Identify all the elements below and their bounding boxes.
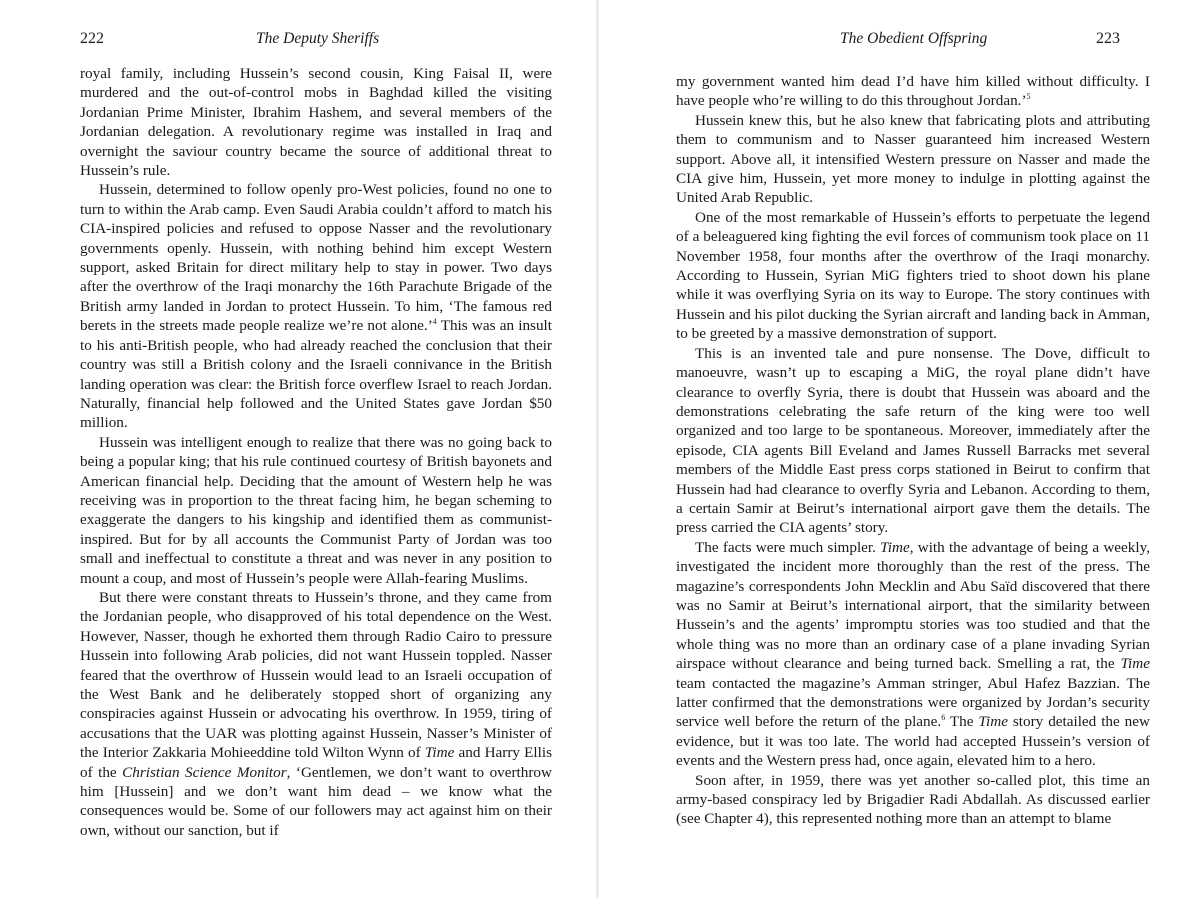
footnote-marker: 6 bbox=[941, 713, 946, 723]
text-run: my government wanted him dead I’d have him killed without difficulty. I have people who’re willing to do this throughout Jordan.’ bbox=[676, 73, 1150, 110]
text-run: One of the most remarkable of Hussein’s efforts to perpetuate the legend of a beleaguered king fighting the evil forces of communism took place on 11 November 1958, four months after the overthrow of the Iraqi monarchy. According to Hussein, Syrian MiG fighters tried to shoot down his plane while it was overflying Syria on its way to Europe. The story continues with Hussein and his pilot ducking the Syrian aircraft and landing back in Amman, to be greeted by a massive demonstration of support. bbox=[676, 208, 1150, 343]
right-page bbox=[598, 0, 1195, 898]
italic-title: Christian Science Monitor bbox=[122, 763, 287, 781]
body-paragraph bbox=[80, 588, 552, 840]
right-page-header bbox=[634, 30, 1120, 52]
italic-title: Time bbox=[1120, 655, 1150, 673]
text-run: Hussein knew this, but he also knew that fabricating plots and attributing them to communism and to Nasser guaranteed him increased Western support. Above all, it intensified Western pressure on Nasser and made the CIA give him, Hussein, yet more money to indulge in plotting against the United Arab Republic. bbox=[676, 111, 1150, 207]
text-run: This was an insult to his anti-British people, who had already reached the conclusion that their country was still a British colony and the Israeli connivance in the British landing operation was clear: the British force overflew Israel to reach Jordan. Naturally, financial help followed and the United States gave Jordan $50 million. bbox=[80, 317, 552, 432]
text-run: team contacted the magazine’s Amman stringer, Abul Hafez Bazzian. The latter confirmed that the demonstrations were organized by Jordan’s security service well before the return of the plane. bbox=[676, 674, 1150, 731]
left-page-number: 222 bbox=[80, 30, 104, 47]
text-run: Soon after, in 1959, there was yet another so-called plot, this time an army-based conspiracy led by Brigadier Radi Abdallah. As discussed earlier (see Chapter 4), this represented nothing more than an attempt to blame bbox=[676, 771, 1150, 828]
left-page-header bbox=[80, 30, 552, 52]
left-page bbox=[0, 0, 597, 898]
text-run: , ‘Gentlemen, we don’t want to overthrow him [Hussein] and we don’t want him dead – we know what the consequences would be. Some of our followers may act against him on their own, without our sanction, but if bbox=[80, 763, 552, 839]
body-paragraph bbox=[80, 64, 552, 180]
body-paragraph bbox=[80, 180, 552, 432]
right-page-number: 223 bbox=[1096, 30, 1120, 47]
body-paragraph bbox=[676, 72, 1150, 111]
left-running-title: The Deputy Sheriffs bbox=[256, 30, 380, 47]
text-run: story detailed the new evidence, but it was too late. The world had accepted Hussein’s version of events and the Western press had, once again, elevated him to a hero. bbox=[676, 713, 1150, 770]
text-run: Hussein, determined to follow openly pro-West policies, found no one to turn to within the Arab camp. Even Saudi Arabia couldn’t afford to match his CIA-inspired policies and refused to oppose Nasser and the revolutionary governments openly. Hussein, with nothing behind him except Western support, asked Britain for direct military help to stay in power. Two days after the overthrow of the Iraqi monarchy the 16th Parachute Brigade of the British army landed in Jordan to protect Hussein. To him, ‘The famous red berets in the streets made people realize we’re not alone.’ bbox=[80, 181, 552, 335]
text-run: But there were constant threats to Hussein’s throne, and they came from the Jordanian people, who disapproved of his total dependence on the West. However, Nasser, though he exhorted them through Radio Cairo to pressure Hussein into following Arab policies, did not want Hussein toppled. Nasser feared that the overthrow of Hussein would lead to an Israeli occupation of the West Bank and he deliberately stopped short of organizing any conspiracies against Hussein or advocating his overthrow. In 1959, tiring of accusations that the UAR was plotting against Hussein, Nasser’s Minister of the Interior Zakkaria Mohieeddine told Wilton Wynn of bbox=[80, 588, 552, 762]
body-paragraph bbox=[676, 771, 1150, 829]
footnote-marker: 5 bbox=[1026, 92, 1031, 102]
italic-title: Time bbox=[424, 744, 455, 762]
italic-title: Time bbox=[880, 538, 910, 556]
text-run: This is an invented tale and pure nonsense. The Dove, difficult to manoeuvre, wasn’t up to escaping a MiG, the royal plane didn’t have clearance to overfly Syria, there is doubt that Hussein was aboard and the demonstrations celebrating the safe return of the king were too well organized and too large to be spontaneous. Moreover, immediately after the episode, CIA agents Bill Eveland and James Russell Barracks met several members of the Middle East press corps stationed in Beirut to confirm that Hussein had had clearance to overfly Syria and Lebanon. According to them, a certain Samir at Beirut’s international airport gave them the details. The press carried the CIA agents’ story. bbox=[676, 344, 1150, 537]
body-paragraph bbox=[676, 538, 1150, 771]
right-running-title: The Obedient Offspring bbox=[840, 30, 988, 47]
text-run: and Harry Ellis of the bbox=[80, 744, 552, 781]
text-run: The bbox=[945, 713, 979, 731]
italic-title: Time bbox=[978, 713, 1008, 731]
body-paragraph bbox=[676, 344, 1150, 538]
text-run: royal family, including Hussein’s second cousin, King Faisal II, were murdered and the out-of-control mobs in Baghdad killed the visiting Jordanian Prime Minister, Ibrahim Hashem, and several members of the Jordanian delegation. A revolutionary regime was installed in Iraq and overnight the saviour country became the source of additional threat to Hussein’s rule. bbox=[80, 65, 552, 180]
text-run: Hussein was intelligent enough to realize that there was no going back to being a popular king; that his rule continued courtesy of British bayonets and American financial help. Deciding that the amount of Western help he was receiving was in proportion to the threat facing him, he began scheming to exaggerate the dangers to his kingship and identified them as communist-inspired. But for by all accounts the Communist Party of Jordan was too small and ineffectual to constitute a threat and was never in any position to mount a coup, and most of Hussein’s people were Allah-fearing Muslims. bbox=[80, 433, 552, 587]
left-page-body bbox=[80, 64, 552, 840]
body-paragraph bbox=[676, 208, 1150, 344]
body-paragraph bbox=[676, 111, 1150, 208]
body-paragraph bbox=[80, 433, 552, 588]
right-page-body bbox=[676, 72, 1150, 829]
text-run: The facts were much simpler. bbox=[695, 538, 881, 556]
footnote-marker: 4 bbox=[432, 317, 437, 327]
text-run: , with the advantage of being a weekly, investigated the incident more thoroughly than the rest of the press. The magazine’s correspondents John Mecklin and Abu Saïd discovered that there was no Samir at Beirut’s international airport, that the similarity between Hussein’s and the agents’ impromptu stories was too studied and that the whole thing was no more than an ordinary case of a plane invading Syrian airspace without clearance and being turned back. Smelling a rat, the bbox=[676, 538, 1150, 673]
